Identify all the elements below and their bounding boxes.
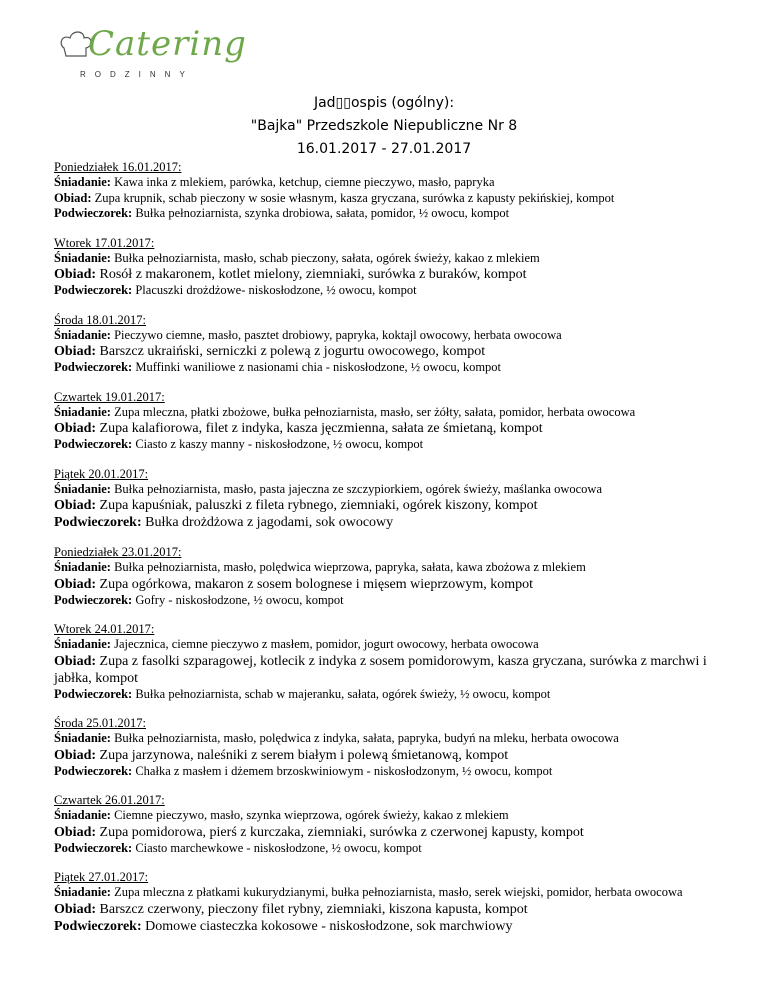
breakfast-label: Śniadanie: — [54, 175, 111, 189]
snack-text: Placuszki drożdżowe- niskosłodzone, ½ owocu, kompot — [135, 283, 417, 297]
snack-label: Podwieczorek: — [54, 918, 142, 934]
breakfast-text: Pieczywo ciemne, masło, pasztet drobiowy, papryka, koktajl owocowy, herbata owocowa — [114, 327, 562, 342]
menu-day — [54, 716, 724, 779]
breakfast-line — [54, 808, 724, 824]
snack-line — [54, 593, 724, 609]
breakfast-text: Bułka pełnoziarnista, masło, pasta jajeczna ze szczypiorkiem, ogórek świeży, maślanka owocowa — [114, 481, 602, 496]
breakfast-text: Jajecznica, ciemne pieczywo z masłem, pomidor, jogurt owocowy, herbata owocowa — [114, 637, 539, 651]
day-date: Piątek 20.01.2017: — [54, 466, 149, 481]
lunch-label: Obiad: — [54, 190, 92, 205]
snack-label: Podwieczorek: — [54, 437, 133, 451]
breakfast-label: Śniadanie: — [54, 560, 111, 574]
breakfast-text: Kawa inka z mlekiem, parówka, ketchup, ciemne pieczywo, masło, papryka — [114, 175, 495, 189]
day-date: Wtorek 24.01.2017: — [54, 622, 155, 636]
snack-line — [54, 514, 724, 531]
breakfast-line — [54, 637, 724, 653]
snack-text: Ciasto z kaszy manny - niskosłodzone, ½ owocu, kompot — [135, 437, 424, 451]
lunch-line — [54, 576, 724, 593]
lunch-label: Obiad: — [54, 498, 97, 513]
breakfast-label: Śniadanie: — [54, 808, 111, 822]
school-name: "Bajka" Przedszkole Niepubliczne Nr 8 — [250, 118, 518, 134]
snack-label: Podwieczorek: — [54, 206, 133, 220]
lunch-line — [54, 653, 724, 687]
snack-text: Gofry - niskosłodzone, ½ owocu, kompot — [135, 592, 344, 607]
lunch-text: Zupa kapuśniak, paluszki z fileta rybnego, ziemniaki, ogórek kiszony, kompot — [99, 498, 538, 513]
menu-day — [54, 236, 724, 299]
breakfast-line — [54, 482, 724, 498]
breakfast-text: Ciemne pieczywo, masło, szynka wieprzowa, ogórek świeży, kakao z mlekiem — [114, 808, 509, 822]
lunch-line — [54, 824, 724, 841]
breakfast-line — [54, 731, 724, 747]
breakfast-text: Zupa mleczna z płatkami kukurydzianymi, bułka pełnoziarnista, masło, serek wiejski, pomidor, herbata owocowa — [114, 885, 683, 899]
lunch-line — [54, 343, 724, 360]
breakfast-line — [54, 251, 724, 267]
snack-line — [54, 206, 724, 222]
lunch-text: Zupa kalafiorowa, filet z indyka, kasza jęczmienna, sałata ze śmietaną, kompot — [99, 421, 543, 436]
lunch-label: Obiad: — [54, 653, 97, 669]
lunch-text: Rosół z makaronem, kotlet mielony, ziemniaki, surówka z buraków, kompot — [99, 267, 527, 282]
snack-text: Bułka drożdżowa z jagodami, sok owocowy — [145, 515, 394, 530]
snack-text: Bułka pełnoziarnista, szynka drobiowa, sałata, pomidor, ½ owocu, kompot — [135, 206, 510, 220]
snack-label: Podwieczorek: — [54, 840, 133, 855]
snack-line — [54, 437, 724, 453]
snack-line — [54, 360, 724, 376]
lunch-text: Zupa ogórkowa, makaron z sosem bolognese i mięsem wieprzowym, kompot — [99, 576, 534, 592]
snack-line — [54, 283, 724, 299]
snack-line — [54, 764, 724, 780]
lunch-line — [54, 901, 724, 918]
snack-text: Ciasto marchewkowe - niskosłodzone, ½ owocu, kompot — [135, 840, 422, 855]
breakfast-label: Śniadanie: — [54, 731, 111, 745]
lunch-label: Obiad: — [54, 421, 97, 436]
lunch-label: Obiad: — [54, 576, 97, 592]
snack-label: Podwieczorek: — [54, 763, 133, 778]
date-range: 16.01.2017 - 27.01.2017 — [296, 141, 472, 157]
lunch-text: Barszcz ukraiński, serniczki z polewą z jogurtu owocowego, kompot — [99, 344, 486, 359]
lunch-line — [54, 747, 724, 764]
menu-day — [54, 390, 724, 453]
menu-day — [54, 160, 724, 222]
lunch-line — [54, 497, 724, 514]
snack-label: Podwieczorek: — [54, 360, 133, 374]
day-date: Środa 25.01.2017: — [54, 716, 147, 730]
snack-line — [54, 841, 724, 857]
breakfast-line — [54, 328, 724, 344]
lunch-line — [54, 191, 724, 207]
menu-day — [54, 870, 724, 935]
lunch-text: Zupa z fasolki szparagowej, kotlecik z indyka z sosem pomidorowym, kasza gryczana, surówka z marchwi i jabłka, kompot — [54, 653, 707, 686]
lunch-text: Barszcz czerwony, pieczony filet rybny, ziemniaki, kiszona kapusta, kompot — [99, 901, 528, 917]
breakfast-text: Zupa mleczna, płatki zbożowe, bułka pełnoziarnista, masło, ser żółty, sałata, pomidor, herbata owocowa — [114, 404, 636, 419]
snack-label: Podwieczorek: — [54, 515, 142, 530]
lunch-text: Zupa krupnik, schab pieczony w sosie własnym, kasza gryczana, surówka z kapusty pekińskiej, kompot — [94, 190, 615, 205]
breakfast-label: Śniadanie: — [54, 885, 111, 899]
snack-text: Muffinki waniliowe z nasionami chia - niskosłodzone, ½ owocu, kompot — [135, 360, 502, 374]
document-title: Jad▯▯ospis (ogólny): — [313, 95, 455, 111]
breakfast-line — [54, 405, 724, 421]
lunch-line — [54, 420, 724, 437]
breakfast-label: Śniadanie: — [54, 250, 111, 265]
day-date: Wtorek 17.01.2017: — [54, 235, 155, 250]
breakfast-line — [54, 885, 724, 901]
breakfast-label: Śniadanie: — [54, 481, 111, 496]
weekly-menu — [54, 160, 724, 949]
breakfast-text: Bułka pełnoziarnista, masło, polędwica wieprzowa, papryka, sałata, kawa zbożowa z mlekiem — [114, 560, 586, 574]
day-date: Czwartek 19.01.2017: — [54, 389, 165, 404]
day-date: Środa 18.01.2017: — [54, 312, 147, 327]
logo-script-text: Catering — [88, 24, 247, 64]
menu-day — [54, 622, 724, 702]
snack-label: Podwieczorek: — [54, 283, 133, 297]
breakfast-text: Bułka pełnoziarnista, masło, schab pieczony, sałata, ogórek świeży, kakao z mlekiem — [114, 250, 540, 265]
lunch-line — [54, 266, 724, 283]
lunch-text: Zupa jarzynowa, naleśniki z serem białym i polewą śmietanową, kompot — [99, 747, 509, 763]
snack-text: Chałka z masłem i dżemem brzoskwiniowym - niskosłodzonym, ½ owocu, kompot — [135, 763, 553, 778]
breakfast-text: Bułka pełnoziarnista, masło, polędwica z indyka, sałata, papryka, budyń na mleku, herbata owocowa — [114, 731, 619, 745]
breakfast-line — [54, 175, 724, 191]
lunch-label: Obiad: — [54, 267, 97, 282]
day-date: Czwartek 26.01.2017: — [54, 793, 165, 807]
breakfast-line — [54, 560, 724, 576]
lunch-text: Zupa pomidorowa, pierś z kurczaka, ziemniaki, surówka z czerwonej kapusty, kompot — [99, 824, 584, 840]
day-date: Piątek 27.01.2017: — [54, 870, 149, 884]
snack-label: Podwieczorek: — [54, 686, 133, 701]
lunch-label: Obiad: — [54, 344, 97, 359]
breakfast-label: Śniadanie: — [54, 327, 111, 342]
menu-day — [54, 793, 724, 856]
menu-day — [54, 467, 724, 532]
lunch-label: Obiad: — [54, 901, 97, 917]
snack-label: Podwieczorek: — [54, 592, 133, 607]
catering-logo — [58, 24, 258, 86]
menu-day — [54, 545, 724, 608]
day-date: Poniedziałek 23.01.2017: — [54, 545, 182, 559]
snack-line — [54, 687, 724, 703]
lunch-label: Obiad: — [54, 824, 97, 840]
snack-text: Bułka pełnoziarnista, schab w majeranku, sałata, ogórek świeży, ½ owocu, kompot — [135, 686, 551, 701]
snack-text: Domowe ciasteczka kokosowe - niskosłodzone, sok marchwiowy — [145, 918, 513, 934]
day-date: Poniedziałek 16.01.2017: — [54, 160, 182, 174]
lunch-label: Obiad: — [54, 747, 97, 763]
logo-subtitle: RODZINNY — [80, 70, 194, 79]
menu-day — [54, 313, 724, 376]
snack-line — [54, 918, 724, 935]
breakfast-label: Śniadanie: — [54, 637, 111, 651]
breakfast-label: Śniadanie: — [54, 404, 111, 419]
